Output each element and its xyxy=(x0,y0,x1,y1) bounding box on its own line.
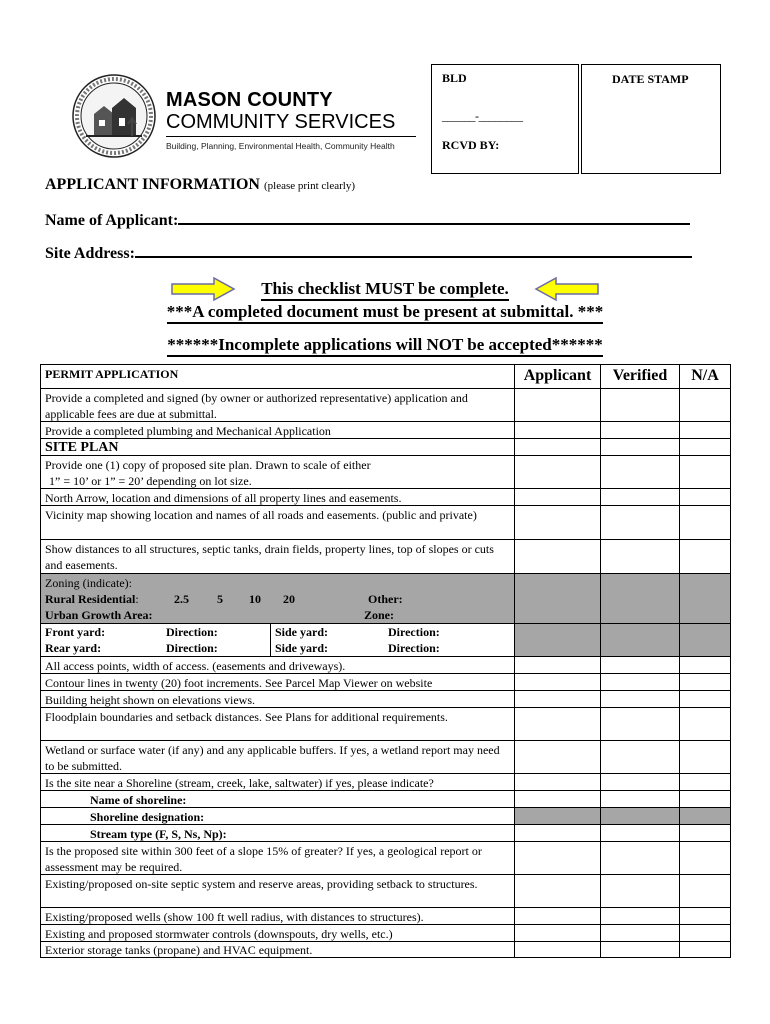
cell-na[interactable] xyxy=(680,506,730,539)
row-desc: Shoreline designation: xyxy=(41,808,515,824)
rural-residential-label: Rural Residential: xyxy=(45,592,139,606)
cell-verified[interactable] xyxy=(601,439,680,455)
table-row xyxy=(41,657,730,674)
name-of-applicant-row xyxy=(45,209,690,230)
bld-number-field[interactable]: ______-________ xyxy=(442,109,523,123)
table-row xyxy=(41,422,730,439)
row-desc xyxy=(41,456,515,488)
cell-verified[interactable] xyxy=(601,489,680,505)
rcvd-by-label: RCVD BY: xyxy=(442,138,500,152)
row-desc: Provide a completed and signed (by owner or authorized representative) application and applicable fees are due at submittal. xyxy=(41,389,515,421)
notice-line2: ***A completed document must be present at submittal. *** xyxy=(0,302,770,322)
cell-na[interactable] xyxy=(680,456,730,488)
row-desc: Vicinity map showing location and names of all roads and easements. (public and private) xyxy=(41,506,515,539)
urban-growth-area-label: Urban Growth Area: xyxy=(45,608,153,622)
table-row xyxy=(41,842,730,875)
cell-verified[interactable] xyxy=(601,842,680,874)
cell-applicant xyxy=(515,624,601,656)
cell-verified[interactable] xyxy=(601,875,680,907)
table-row xyxy=(41,925,730,942)
cell-na[interactable] xyxy=(680,791,730,807)
cell-na[interactable] xyxy=(680,774,730,790)
name-of-applicant-label: Name of Applicant: xyxy=(45,212,179,229)
side-yard-label-2: Side yard: xyxy=(275,641,329,655)
site-address-row xyxy=(45,242,692,263)
rear-direction-label: Direction: xyxy=(166,641,218,655)
table-row xyxy=(41,456,730,489)
cell-verified[interactable] xyxy=(601,942,680,957)
checklist-table xyxy=(40,364,731,958)
table-row xyxy=(41,489,730,506)
table-row xyxy=(41,506,730,540)
cell-applicant[interactable] xyxy=(515,741,601,773)
row-desc: Show distances to all structures, septic tanks, drain fields, property lines, top of slopes or cuts and easements. xyxy=(41,540,515,573)
cell-applicant[interactable] xyxy=(515,540,601,573)
cell-applicant[interactable] xyxy=(515,439,601,455)
table-row xyxy=(41,774,730,791)
cell-na[interactable] xyxy=(680,875,730,907)
row-desc: Floodplain boundaries and setback distances. See Plans for additional requirements. xyxy=(41,708,515,740)
cell-applicant[interactable] xyxy=(515,456,601,488)
side-yard-label: Side yard: xyxy=(275,625,329,639)
cell-applicant[interactable] xyxy=(515,674,601,690)
site-address-field[interactable] xyxy=(135,242,692,258)
cell-applicant[interactable] xyxy=(515,908,601,924)
cell-applicant[interactable] xyxy=(515,942,601,957)
cell-verified[interactable] xyxy=(601,708,680,740)
bld-box xyxy=(431,64,579,174)
cell-verified xyxy=(601,808,680,824)
cell-applicant[interactable] xyxy=(515,489,601,505)
cell-applicant[interactable] xyxy=(515,774,601,790)
col-verified-header: Verified xyxy=(601,365,680,388)
cell-na[interactable] xyxy=(680,825,730,841)
zoning-indicate-label: Zoning (indicate): xyxy=(45,576,132,590)
zoning-other-label: Other: xyxy=(368,592,403,606)
yards-divider xyxy=(270,624,271,656)
mason-county-seal-logo xyxy=(72,74,156,158)
cell-applicant[interactable] xyxy=(515,825,601,841)
cell-na[interactable] xyxy=(680,540,730,573)
row-desc: Contour lines in twenty (20) foot increments. See Parcel Map Viewer on website xyxy=(41,674,515,690)
row-desc: Provide a completed plumbing and Mechanical Application xyxy=(41,422,515,438)
cell-na[interactable] xyxy=(680,708,730,740)
cell-applicant xyxy=(515,808,601,824)
col-applicant-header: Applicant xyxy=(515,365,601,388)
front-yard-label: Front yard: xyxy=(45,625,106,639)
table-row xyxy=(41,708,730,741)
table-row-zoning xyxy=(41,574,730,624)
cell-verified[interactable] xyxy=(601,791,680,807)
zoning-option-20[interactable]: 20 xyxy=(283,592,295,606)
org-name-line1: MASON COUNTY xyxy=(166,89,333,111)
cell-verified[interactable] xyxy=(601,422,680,438)
row-desc: Existing/proposed on-site septic system and reserve areas, providing setback to structures. xyxy=(41,875,515,907)
org-divider xyxy=(166,136,416,137)
table-row xyxy=(41,875,730,908)
applicant-info-note: (please print clearly) xyxy=(263,180,355,192)
table-row xyxy=(41,540,730,574)
row-desc: Exterior storage tanks (propane) and HVAC equipment. xyxy=(41,942,515,957)
table-row xyxy=(41,691,730,708)
cell-na[interactable] xyxy=(680,908,730,924)
front-direction-label: Direction: xyxy=(166,625,218,639)
cell-verified[interactable] xyxy=(601,657,680,673)
row-desc-line2: 1” = 10’ or 1” = 20’ depending on lot size. xyxy=(49,474,252,488)
cell-verified xyxy=(601,624,680,656)
cell-applicant[interactable] xyxy=(515,842,601,874)
org-name-line2: COMMUNITY SERVICES xyxy=(166,111,396,133)
yards-cell xyxy=(41,624,515,656)
cell-na[interactable] xyxy=(680,389,730,421)
cell-na xyxy=(680,624,730,656)
cell-verified[interactable] xyxy=(601,908,680,924)
cell-na[interactable] xyxy=(680,691,730,707)
cell-na[interactable] xyxy=(680,439,730,455)
table-row xyxy=(41,825,730,842)
cell-verified xyxy=(601,574,680,623)
cell-verified[interactable] xyxy=(601,691,680,707)
table-row-permit-header xyxy=(41,365,730,389)
cell-applicant[interactable] xyxy=(515,791,601,807)
row-desc: Wetland or surface water (if any) and any applicable buffers. If yes, a wetland report may need to be submitted. xyxy=(41,741,515,773)
row-desc: Name of shoreline: xyxy=(41,791,515,807)
zone-label: Zone: xyxy=(364,608,394,622)
cell-verified[interactable] xyxy=(601,741,680,773)
row-desc: North Arrow, location and dimensions of all property lines and easements. xyxy=(41,489,515,505)
row-desc: Building height shown on elevations views. xyxy=(41,691,515,707)
cell-na[interactable] xyxy=(680,489,730,505)
cell-verified[interactable] xyxy=(601,774,680,790)
cell-verified[interactable] xyxy=(601,389,680,421)
name-of-applicant-field[interactable] xyxy=(178,209,690,225)
rear-yard-label: Rear yard: xyxy=(45,641,102,655)
bld-label: BLD xyxy=(442,71,467,85)
zoning-cell xyxy=(41,574,515,623)
table-row xyxy=(41,808,730,825)
cell-applicant[interactable] xyxy=(515,422,601,438)
table-row xyxy=(41,791,730,808)
site-address-label: Site Address: xyxy=(45,245,135,262)
cell-na xyxy=(680,808,730,824)
applicant-info-title: APPLICANT INFORMATION xyxy=(45,176,260,193)
org-subtitle: Building, Planning, Environmental Health, Community Health xyxy=(166,141,395,151)
row-desc: All access points, width of access. (easements and driveways). xyxy=(41,657,515,673)
cell-applicant[interactable] xyxy=(515,875,601,907)
row-desc-line1: Provide one (1) copy of proposed site plan. Drawn to scale of either xyxy=(45,458,371,472)
permit-application-title: PERMIT APPLICATION xyxy=(41,365,515,388)
zoning-option-5[interactable]: 5 xyxy=(217,592,223,606)
table-row xyxy=(41,942,730,957)
row-desc: Existing/proposed wells (show 100 ft well radius, with distances to structures). xyxy=(41,908,515,924)
notice-line1: This checklist MUST be complete. xyxy=(0,279,770,299)
cell-applicant[interactable] xyxy=(515,657,601,673)
site-plan-title: SITE PLAN xyxy=(41,439,515,455)
table-row xyxy=(41,908,730,925)
cell-applicant[interactable] xyxy=(515,506,601,539)
zoning-option-10[interactable]: 10 xyxy=(249,592,261,606)
cell-na[interactable] xyxy=(680,842,730,874)
cell-na[interactable] xyxy=(680,741,730,773)
cell-applicant[interactable] xyxy=(515,925,601,941)
row-desc: Stream type (F, S, Ns, Np): xyxy=(41,825,515,841)
notice-line3: ******Incomplete applications will NOT be accepted****** xyxy=(0,335,770,355)
row-desc: Is the proposed site within 300 feet of a slope 15% of greater? If yes, a geological report or assessment may be required. xyxy=(41,842,515,874)
cell-na[interactable] xyxy=(680,942,730,957)
cell-na[interactable] xyxy=(680,657,730,673)
cell-verified[interactable] xyxy=(601,925,680,941)
zoning-option-2-5[interactable]: 2.5 xyxy=(174,592,189,606)
cell-applicant[interactable] xyxy=(515,389,601,421)
row-desc: Existing and proposed stormwater controls (downspouts, dry wells, etc.) xyxy=(41,925,515,941)
cell-verified[interactable] xyxy=(601,456,680,488)
side-direction-label: Direction: xyxy=(388,625,440,639)
cell-verified[interactable] xyxy=(601,540,680,573)
cell-na xyxy=(680,574,730,623)
date-stamp-box xyxy=(581,64,721,174)
cell-verified[interactable] xyxy=(601,674,680,690)
cell-applicant xyxy=(515,574,601,623)
table-row-site-plan-header xyxy=(41,439,730,456)
table-row xyxy=(41,389,730,422)
cell-na[interactable] xyxy=(680,674,730,690)
table-row xyxy=(41,741,730,774)
table-row-yards xyxy=(41,624,730,657)
side-direction-label-2: Direction: xyxy=(388,641,440,655)
cell-applicant[interactable] xyxy=(515,691,601,707)
row-desc: Is the site near a Shoreline (stream, creek, lake, saltwater) if yes, please indicate? xyxy=(41,774,515,790)
cell-na[interactable] xyxy=(680,925,730,941)
cell-verified[interactable] xyxy=(601,506,680,539)
cell-na[interactable] xyxy=(680,422,730,438)
date-stamp-label: DATE STAMP xyxy=(612,72,689,86)
table-row xyxy=(41,674,730,691)
cell-applicant[interactable] xyxy=(515,708,601,740)
col-na-header: N/A xyxy=(691,367,719,384)
cell-verified[interactable] xyxy=(601,825,680,841)
applicant-info-heading xyxy=(45,176,355,194)
